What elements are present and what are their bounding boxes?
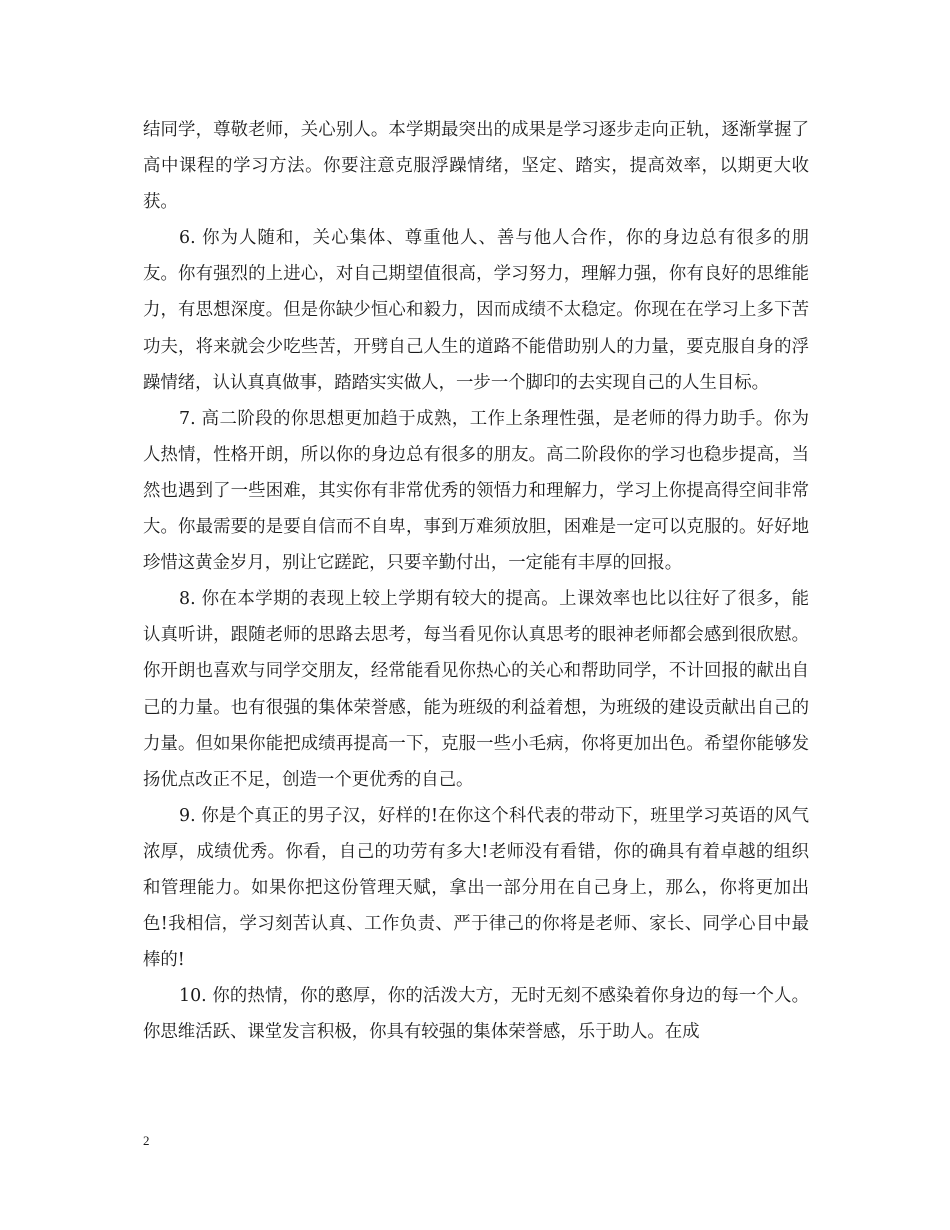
paragraph-item-8: 8. 你在本学期的表现上较上学期有较大的提高。上课效率也比以往好了很多，能认真听讲，跟随老师的思路去思考，每当看见你认真思考的眼神老师都会感到很欣慰。你开朗也喜欢与同学交朋友，经常能看见你热心的关心和帮助同学，不计回报的献出自己的力量。也有很强的集体荣誉感，能为班级的利益着想，为班级的建设贡献出自己的力量。但如果你能把成绩再提高一下，克服一些小毛病，你将更加出色。希望你能够发扬优点改正不足，创造一个更优秀的自己。 [143,589,809,790]
paragraph-item-9: 9. 你是个真正的男子汉，好样的!在你这个科代表的带动下，班里学习英语的风气浓厚，成绩优秀。你看，自己的功劳有多大!老师没有看错，你的确具有着卓越的组织和管理能力。如果你把这份管理天赋，拿出一部分用在自己身上，那么，你将更加出色!我相信，学习刻苦认真、工作负责、严于律己的你将是老师、家长、同学心目中最棒的! [143,805,809,971]
paragraph-continued: 结同学，尊敬老师，关心别人。本学期最突出的成果是学习逐步走向正轨，逐渐掌握了高中课程的学习方法。你要注意克服浮躁情绪，坚定、踏实，提高效率，以期更大收获。 [143,120,809,213]
paragraph-item-10: 10. 你的热情，你的憨厚，你的活泼大方，无时无刻不感染着你身边的每一个人。你思维活跃、课堂发言积极，你具有较强的集体荣誉感，乐于助人。在成 [143,986,809,1043]
paragraph-item-6: 6. 你为人随和，关心集体、尊重他人、善与他人合作，你的身边总有很多的朋友。你有强烈的上进心，对自己期望值很高，学习努力，理解力强，你有良好的思维能力，有思想深度。但是你缺少恒心和毅力，因而成绩不太稳定。你现在在学习上多下苦功夫，将来就会少吃些苦，开劈自己人生的道路不能借助别人的力量，要克服自身的浮躁情绪，认认真真做事，踏踏实实做人，一步一个脚印的去实现自己的人生目标。 [143,228,809,393]
paragraph-item-7: 7. 高二阶段的你思想更加趋于成熟，工作上条理性强，是老师的得力助手。你为人热情，性格开朗，所以你的身边总有很多的朋友。高二阶段你的学习也稳步提高，当然也遇到了一些困难，其实你有非常优秀的领悟力和理解力，学习上你提高得空间非常大。你最需要的是要自信而不自卑，事到万难须放胆，困难是一定可以克服的。好好地珍惜这黄金岁月，别让它蹉跎，只要辛勤付出，一定能有丰厚的回报。 [143,408,809,574]
document-body [143,112,809,1050]
page-number: 2 [143,1133,150,1148]
